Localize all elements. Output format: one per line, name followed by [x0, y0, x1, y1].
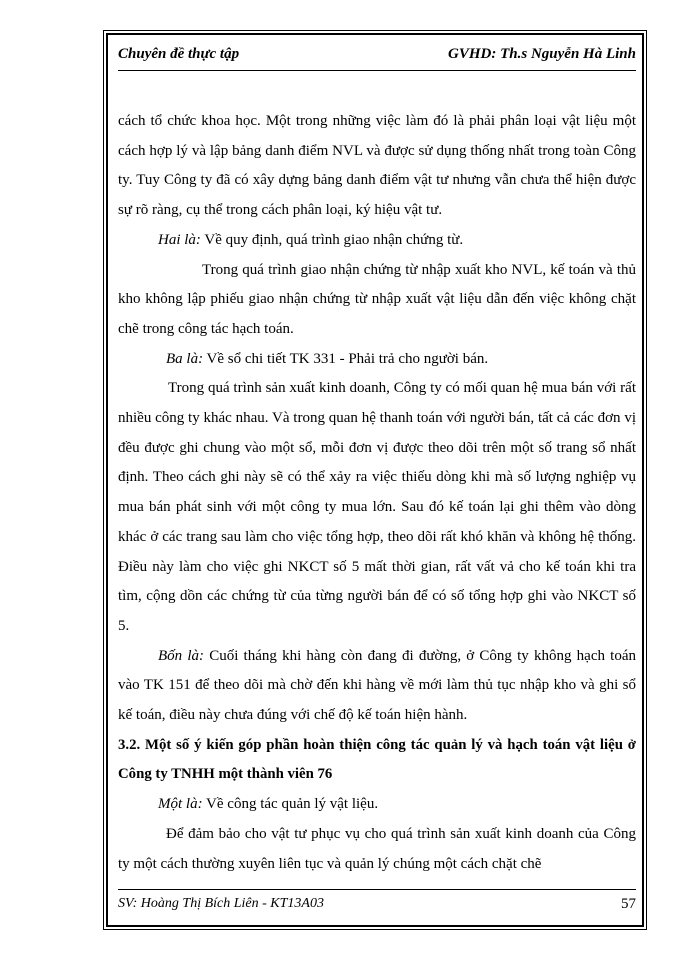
item-four-lead: Bốn là:: [158, 647, 205, 664]
item-two-text: Về quy định, quá trình giao nhận chứng từ.: [200, 231, 464, 248]
page-header: [118, 44, 636, 71]
paragraph-receipt: Trong quá trình giao nhận chứng từ nhập xuất kho NVL, kế toán và thủ kho không lập phiếu giao nhận chứng từ nhập xuất vật liệu dẫn đến việc không chặt chẽ trong công tác hạch toán.: [118, 261, 636, 337]
item-one-lead: Một là:: [158, 796, 203, 813]
header-title: Chuyên đề thực tập: [118, 46, 240, 62]
paragraph-management: Để đảm bảo cho vật tư phục vụ cho quá trình sản xuất kinh doanh của Công ty một cách thường xuyên liên tục và quản lý chúng một cách chặt chẽ: [118, 825, 636, 872]
item-one: [118, 790, 636, 820]
paragraph-intro: cách tổ chức khoa học. Một trong những việc làm đó là phải phân loại vật liệu một cách hợp lý và lập bảng danh điểm NVL và được sử dụng thống nhất trong toàn Công ty. Tuy Công ty đã có xây dựng bảng danh điểm vật tư nhưng vẫn chưa thể hiện được sự rõ ràng, cụ thể trong cách phân loại, ký hiệu vật tư.: [118, 113, 636, 219]
page-number: 57: [621, 896, 636, 912]
page-footer: [118, 889, 636, 916]
item-four: [118, 642, 636, 731]
item-four-text: Cuối tháng khi hàng còn đang đi đường, ở Công ty không hạch toán vào TK 151 để theo dõi mà chờ đến khi hàng về mới làm thủ tục nhập kho và ghi sổ kế toán, điều này chưa đúng với chế độ kế toán hiện hành.: [118, 647, 636, 724]
item-one-text: Về công tác quản lý vật liệu.: [202, 796, 379, 813]
footer-student: SV: Hoàng Thị Bích Liên - KT13A03: [118, 896, 324, 911]
item-three: [118, 345, 636, 375]
item-three-text: Về sổ chi tiết TK 331 - Phải trả cho người bán.: [203, 350, 489, 367]
item-two-lead: Hai là:: [158, 231, 201, 248]
item-three-lead: Ba là:: [166, 350, 204, 367]
section-heading: 3.2. Một số ý kiến góp phần hoàn thiện công tác quản lý và hạch toán vật liệu ở Công ty TNHH một thành viên 76: [118, 736, 636, 783]
header-advisor: GVHD: Th.s Nguyễn Hà Linh: [448, 46, 636, 62]
item-two: [118, 226, 636, 256]
paragraph-ledger: Trong quá trình sản xuất kinh doanh, Công ty có mối quan hệ mua bán với rất nhiều công ty khác nhau. Và trong quan hệ thanh toán với người bán, tất cả các đơn vị đều được ghi chung vào một sổ, mỗi đơn vị được theo dõi trên một số trang sổ nhất định. Theo cách ghi này sẽ có thể xảy ra việc thiếu dòng khi mà số lượng nghiệp vụ mua bán phát sinh với một công ty mua lớn. Sau đó kế toán lại ghi thêm vào dòng khác ở các trang sau làm cho việc tổng hợp, theo dõi rất khó khăn và không hệ thống. Điều này làm cho việc ghi NKCT số 5 mất thời gian, rất vất vả cho kế toán khi tra tìm, cộng dồn các chứng từ của từng người bán để có số tổng hợp ghi vào NKCT số 5.: [118, 380, 636, 634]
document-body: [118, 107, 636, 879]
